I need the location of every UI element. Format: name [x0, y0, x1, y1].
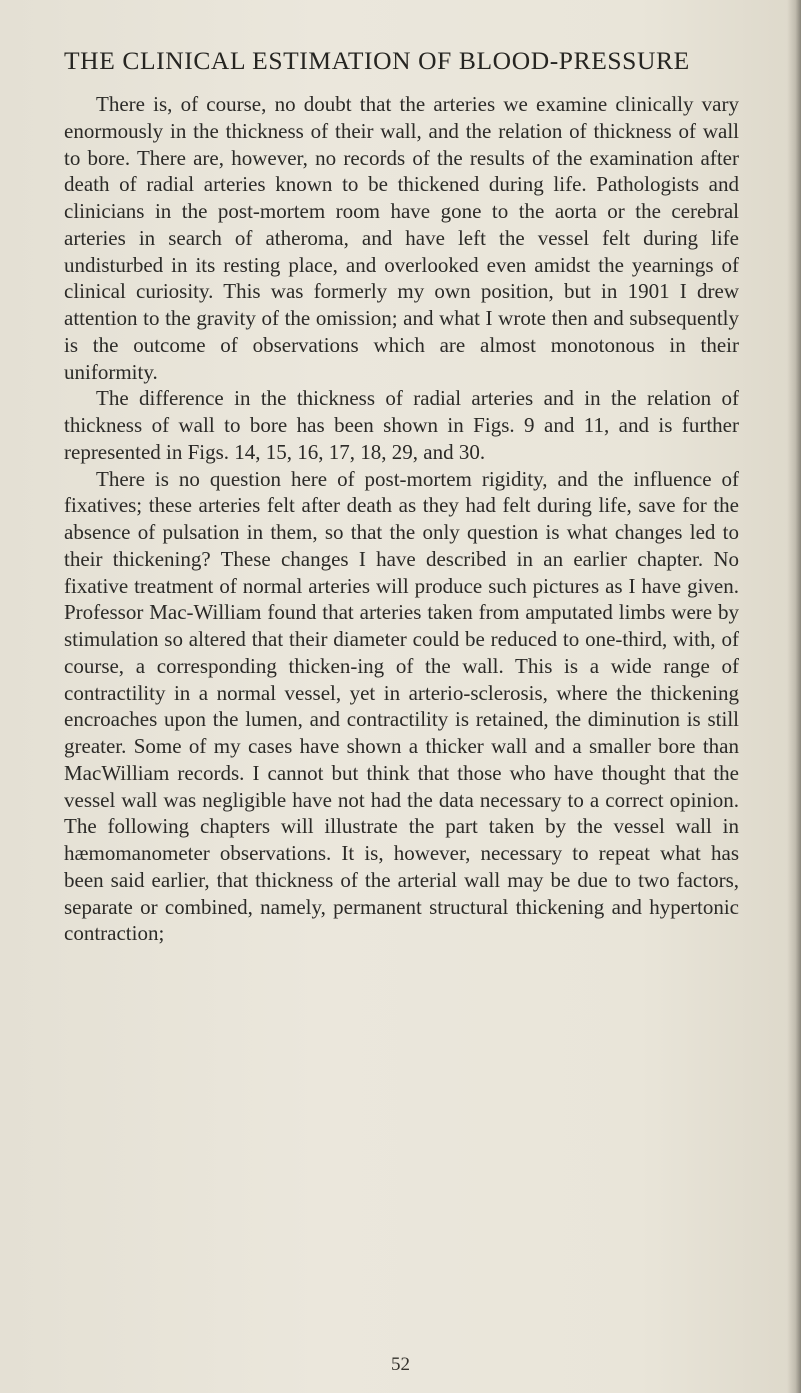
- paragraph-2: The difference in the thickness of radial arteries and in the relation of thickness of wall to bore has been shown in Figs. 9 and 11, and is further represented in Figs. 14, 15, 16, 17, 18, 29, and 30.: [64, 386, 739, 464]
- page-number: 52: [391, 1354, 410, 1375]
- running-head: THE CLINICAL ESTIMATION OF BLOOD-PRESSURE: [64, 46, 690, 75]
- body-text: [64, 91, 739, 947]
- paragraph-1: There is, of course, no doubt that the arteries we examine clinically vary enormously in the thickness of their wall, and the relation of thickness of wall to bore. There are, however, no records of the results of the examination after death of radial arteries known to be thickened during life. Pathologists and clinicians in the post-mortem room have gone to the aorta or the cerebral arteries in search of atheroma, and have left the vessel felt during life undisturbed in its resting place, and overlooked even amidst the yearnings of clinical curiosity. This was formerly my own position, but in 1901 I drew attention to the gravity of the omission; and what I wrote then and subsequently is the outcome of observations which are almost monotonous in their uniformity.: [64, 92, 739, 384]
- paragraph-3: There is no question here of post-mortem rigidity, and the influence of fixatives; these arteries felt after death as they had felt during life, save for the absence of pulsation in them, so that the only question is what changes led to their thickening? These changes I have described in an earlier chapter. No fixative treatment of normal arteries will produce such pictures as I have given. Professor Mac-William found that arteries taken from amputated limbs were by stimulation so altered that their diameter could be reduced to one-third, with, of course, a corresponding thicken-ing of the wall. This is a wide range of contractility in a normal vessel, yet in arterio-sclerosis, where the thickening encroaches upon the lumen, and contractility is retained, the diminution is still greater. Some of my cases have shown a thicker wall and a smaller bore than MacWilliam records. I cannot but think that those who have thought that the vessel wall was negligible have not had the data necessary to a correct opinion. The following chapters will illustrate the part taken by the vessel wall in hæmomanometer observations. It is, however, necessary to repeat what has been said earlier, that thickness of the arterial wall may be due to two factors, separate or combined, namely, permanent structural thickening and hypertonic contraction;: [64, 466, 739, 946]
- page-edge-shadow: [787, 0, 801, 1393]
